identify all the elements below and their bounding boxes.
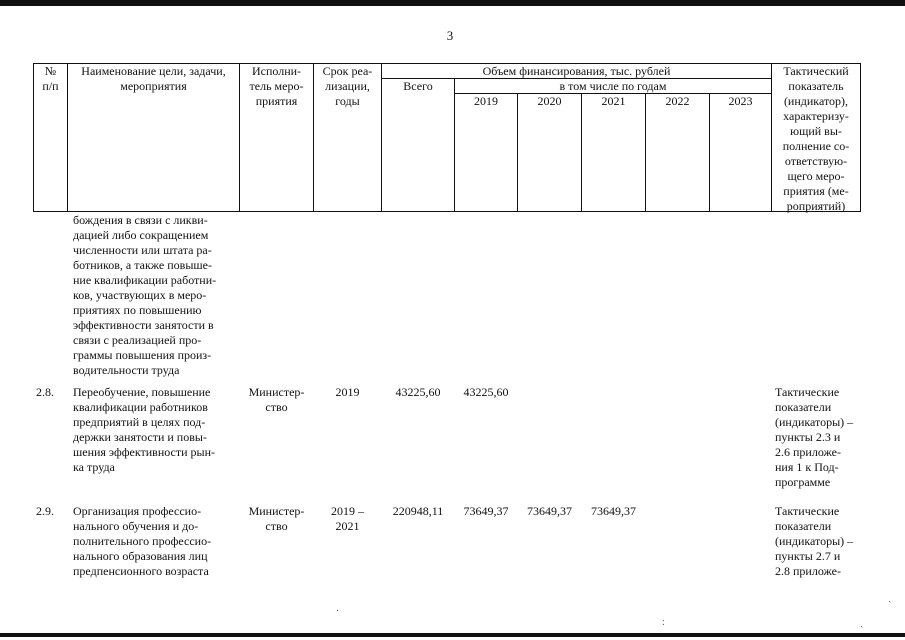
top-border (0, 0, 905, 6)
bottom-border (0, 633, 905, 637)
col-line (645, 93, 646, 212)
row-term: 2019 (335, 385, 360, 399)
col-line (709, 93, 710, 212)
header-year-2023: 2023 (728, 94, 753, 108)
row-year-2021: 73649,37 (591, 504, 636, 518)
row-year-2020: 73649,37 (527, 504, 572, 518)
header-year-2021: 2021 (601, 94, 626, 108)
col-line (581, 93, 582, 212)
header-num: № п/п (42, 64, 59, 93)
row-year-2019: 43225,60 (463, 385, 509, 399)
col-line (517, 93, 518, 212)
scan-speck: ˏ (860, 617, 864, 628)
header-year-2022: 2022 (665, 94, 690, 108)
row-term: 2019 – 2021 (331, 504, 364, 533)
header-executor: Исполни- тель меро- приятия (249, 64, 304, 108)
row-indicator: Тактические показатели (индикаторы) – пункты 2.7 и 2.8 приложе- (775, 504, 854, 578)
header-indicator: Тактический показатель (индикатор), характеризу- ющий вы- полнение со- ответствую- щего меро- приятия (ме- роприятий) (782, 64, 850, 213)
scan-speck: · (336, 606, 340, 617)
row-total: 43225,60 (395, 385, 441, 399)
row-num: 2.9. (36, 504, 54, 518)
row-name: Переобучение, повышение квалификации работников предприятий в целях под- держки занятости и повы- шения эффективности рын- ка труда (73, 385, 216, 474)
scan-speck: : (662, 617, 665, 628)
header-bottom-line (33, 211, 861, 212)
row-year-2019: 73649,37 (463, 504, 509, 518)
header-year-2020: 2020 (537, 94, 562, 108)
page-number: 3 (446, 28, 454, 43)
row-indicator: Тактические показатели (индикаторы) – пункты 2.3 и 2.6 приложе- ния 1 к Под- программе (775, 385, 854, 489)
scan-speck: ˏ (888, 592, 892, 603)
header-funding: Объем финансирования, тыс. рублей (482, 64, 671, 78)
row-executor: Министер- ство (248, 385, 305, 414)
header-term: Срок реа- лизации, годы (322, 64, 373, 108)
header-year-2019: 2019 (474, 94, 498, 108)
row-executor: Министер- ство (248, 504, 305, 533)
header-name: Наименование цели, задачи, мероприятия (81, 64, 226, 93)
row-total: 220948,11 (392, 504, 444, 518)
col-line (860, 63, 861, 212)
row-name: Организация профессио- нального обучения и до- полнительного профессио- нального образования лиц предпенсионного возраста (73, 504, 212, 578)
header-by-years: в том числе по годам (559, 79, 667, 93)
header-total: Всего (403, 79, 433, 93)
row-num: 2.8. (36, 385, 54, 399)
continuation-text: бождения в связи с ликви- дацией либо сокращением численности или штата ра- ботников, а также повыше- ние квалификации работни- ков, участвующих в меро- приятиях по повышению эффективности занятости в связи с реализацией про- граммы повышения произ- водительности труда (73, 213, 217, 377)
